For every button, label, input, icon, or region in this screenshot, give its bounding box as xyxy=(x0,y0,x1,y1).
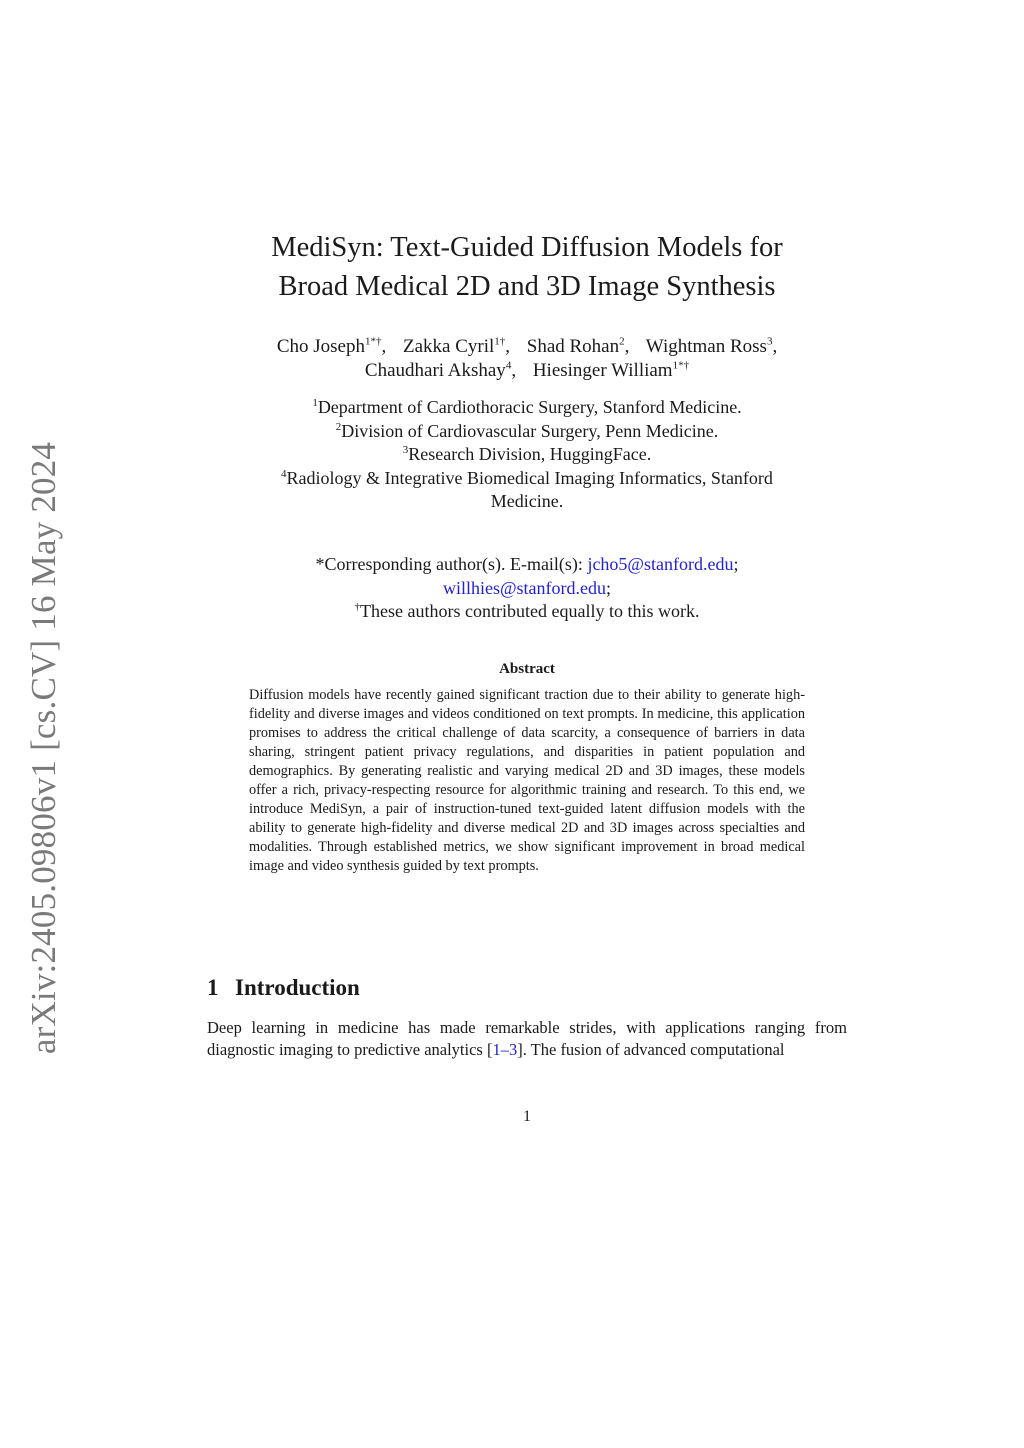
author-affiliation-marker: 3 xyxy=(766,335,773,348)
author-list xyxy=(0,335,1024,383)
correspondence-block: *Corresponding author(s). E-mail(s): jcho5@stanford.edu; willhies@stanford.edu; †These authors contributed equally to this work. xyxy=(315,554,739,621)
author-name: Cho Joseph xyxy=(276,336,365,357)
author-line-2: Chaudhari Akshay$^4$, Hiesinger William$^{1*\dagger}$ xyxy=(364,359,690,381)
title-line-1: MediSyn: Text-Guided Diffusion Models for xyxy=(271,232,783,263)
equal-contribution-note: These authors contributed equally to this work. xyxy=(360,601,700,621)
email-link-willhies[interactable]: willhies@stanford.edu xyxy=(442,577,607,598)
author-name: Chaudhari Akshay xyxy=(364,360,506,381)
corresponding-label: *Corresponding author(s). E-mail(s): xyxy=(315,554,588,574)
author-affiliation-marker: 1*† xyxy=(364,335,382,348)
affiliation-item: $^1$Department of Cardiothoracic Surgery, Stanford Medicine. xyxy=(312,397,742,417)
citation-link[interactable]: 1–3 xyxy=(492,1040,518,1059)
abstract-text: Diffusion models have recently gained significant traction due to their ability to generate high-fidelity and diverse images and videos conditioned on text prompts. In medicine, this application promises to address the critical challenge of data scarcity, a consequence of barriers in data sharing, stringent patient privacy regulations, and disparities in patient population and demographics. By generating realistic and varying medical 2D and 3D images, these models offer a rich, privacy-respecting resource for algorithmic training and research. To this end, we introduce MediSyn, a pair of instruction-tuned text-guided latent diffusion models with the ability to generate high-fidelity and diverse medical 2D and 3D images across specialties and modalities. Through established metrics, we show significant improvement in broad medical image and video synthesis guided by text prompts. xyxy=(249,687,805,874)
author-affiliation-marker: 2 xyxy=(619,335,625,348)
page-number: 1 xyxy=(523,1108,531,1125)
author-affiliation-marker: 1† xyxy=(494,335,506,348)
affiliation-item: $^3$Research Division, HuggingFace. xyxy=(402,444,652,464)
arxiv-identifier-stamp[interactable]: arXiv:2405.09806v1 [cs.CV] 16 May 2024 xyxy=(24,441,63,1055)
abstract-heading: Abstract xyxy=(499,661,555,677)
author-name: Hiesinger William xyxy=(532,360,673,381)
author-affiliation-marker: 4 xyxy=(505,359,512,372)
author-name: Wightman Ross xyxy=(645,336,767,357)
equal-contribution-marker: † xyxy=(354,601,361,613)
affiliation-item: $^4$Radiology & Integrative Biomedical Imaging Informatics, Stanford xyxy=(281,467,773,488)
section-number: 1 xyxy=(207,975,219,1000)
affiliation-item: $^2$Division of Cardiovascular Surgery, Penn Medicine. xyxy=(335,420,719,441)
paper-title xyxy=(0,228,1024,306)
author-affiliation-marker: 1*† xyxy=(672,359,690,372)
introduction-paragraph: Deep learning in medicine has made remarkable strides, with applications ranging from diagnostic imaging to predictive analytics [1–3]. The fusion of advanced computational xyxy=(207,1018,847,1059)
section-heading-introduction xyxy=(207,975,360,1001)
affiliation-item: Medicine. xyxy=(490,491,564,511)
affiliation-list xyxy=(0,396,1024,514)
author-name: Zakka Cyril xyxy=(402,336,495,357)
title-line-2: Broad Medical 2D and 3D Image Synthesis xyxy=(278,271,776,302)
author-line-1: Cho Joseph$^{1*\dagger}$, Zakka Cyril$^{1\dagger}$, Shad Rohan$^2$, Wightman Ross$^3$, xyxy=(276,335,778,357)
email-link-jcho5[interactable]: jcho5@stanford.edu xyxy=(587,554,734,574)
section-title: Introduction xyxy=(235,975,360,1000)
author-name: Shad Rohan xyxy=(526,336,620,357)
